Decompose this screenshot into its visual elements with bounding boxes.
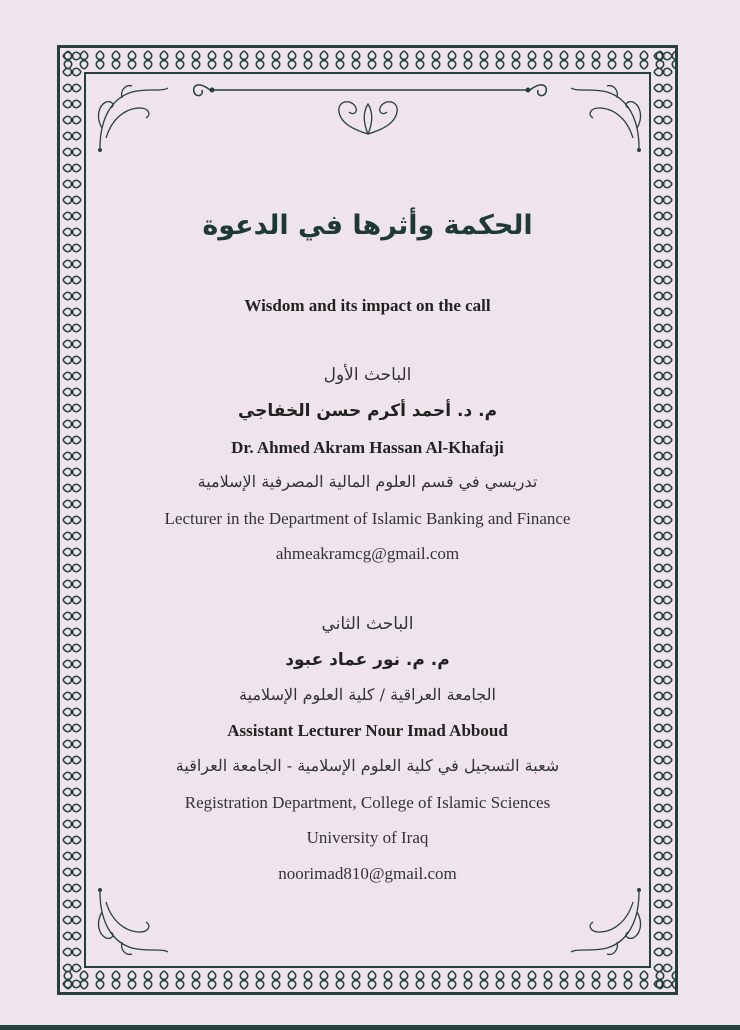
border-band-right xyxy=(651,48,675,992)
researcher2-name-ar: م. م. نور عماد عبود xyxy=(285,650,450,670)
researcher1-position-ar: تدريسي في قسم العلوم المالية المصرفية الإسلامية xyxy=(197,472,538,491)
researcher1-name-ar: م. د. أحمد أكرم حسن الخفاجي xyxy=(237,401,498,421)
researcher1-name-en: Dr. Ahmed Akram Hassan Al-Khafaji xyxy=(231,438,504,457)
arabic-title: الحكمة وأثرها في الدعوة xyxy=(202,210,533,241)
researcher2-label: الباحث الثاني xyxy=(321,614,414,634)
title-page-content xyxy=(90,0,645,1030)
researcher2-department-en: Registration Department, College of Islamic Sciences xyxy=(184,793,551,812)
researcher1-email: ahmeakramcg@gmail.com xyxy=(275,544,460,563)
researcher2-affiliation-ar: الجامعة العراقية / كلية العلوم الإسلامية xyxy=(239,685,496,704)
researcher2-email: noorimad810@gmail.com xyxy=(278,864,457,883)
researcher2-university: University of Iraq xyxy=(306,828,429,847)
english-title: Wisdom and its impact on the call xyxy=(244,296,491,315)
researcher1-position-en: Lecturer in the Department of Islamic Banking and Finance xyxy=(164,509,571,528)
border-band-left xyxy=(60,48,84,992)
researcher1-label: الباحث الأول xyxy=(323,365,412,385)
researcher2-department-ar: شعبة التسجيل في كلية العلوم الإسلامية - الجامعة العراقية xyxy=(175,756,560,775)
researcher2-name-en: Assistant Lecturer Nour Imad Abboud xyxy=(227,721,508,740)
